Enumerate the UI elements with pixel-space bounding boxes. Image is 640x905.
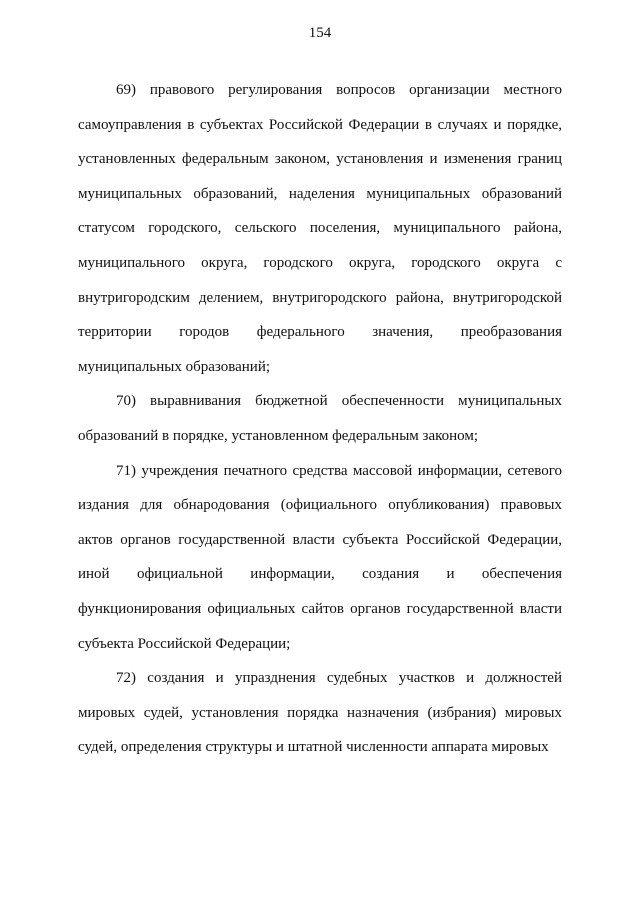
- paragraph-72: 72) создания и упразднения судебных участков и должностей мировых судей, установления порядка назначения (избрания) мировых судей, определения структуры и штатной численности аппарата мировых: [78, 670, 562, 756]
- paragraph-71: 71) учреждения печатного средства массовой информации, сетевого издания для обнародования (официального опубликования) правовых актов органов государственной власти субъекта Российской Федерации, иной официальной информации, создания и обеспечения функционирования официальных сайтов органов государственной власти субъекта Российской Федерации;: [78, 462, 562, 652]
- paragraph-70: 70) выравнивания бюджетной обеспеченности муниципальных образований в порядке, установленном федеральным законом;: [78, 393, 562, 444]
- page-number: 154: [308, 25, 332, 41]
- paragraph-69: 69) правового регулирования вопросов организации местного самоуправления в субъектах Российской Федерации в случаях и порядке, установленных федеральным законом, установления и изменения границ муниципальных образований, наделения муниципальных образований статусом городского, сельского поселения, муниципального района, муниципального округа, городского округа, городского округа с внутригородским делением, внутригородского района, внутригородской территории городов федерального значения, преобразования муниципальных образований;: [78, 82, 562, 375]
- document-body: [78, 73, 562, 765]
